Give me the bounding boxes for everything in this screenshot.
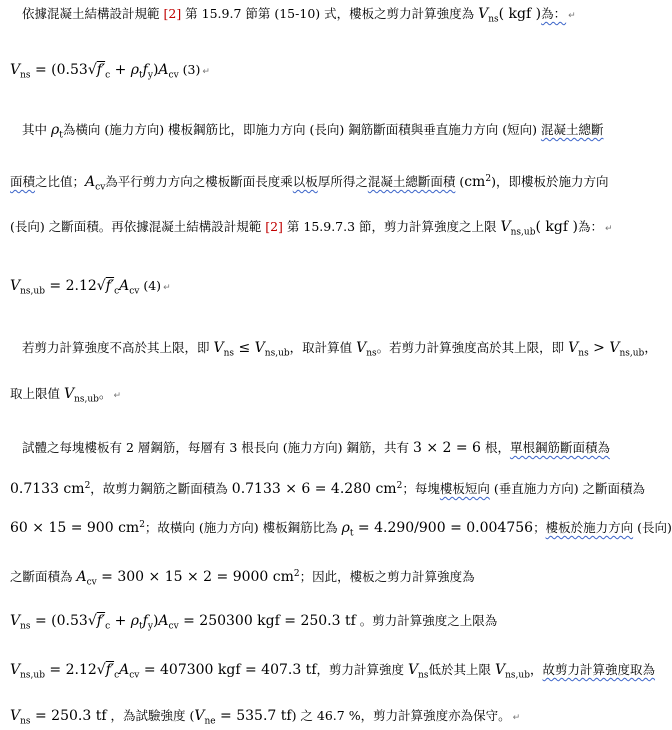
- text-run: (垂直施力方向) 之斷面積為: [489, 481, 646, 497]
- math-token: ρ: [50, 122, 60, 138]
- math-token: = 535.7 tf: [215, 708, 292, 724]
- text-run: 。若剪力計算強度高於其上限，即: [376, 340, 569, 355]
- math-token: A: [119, 662, 130, 678]
- math-token: ns: [488, 14, 499, 25]
- math-token: A: [76, 569, 87, 586]
- math-token: V: [10, 662, 21, 678]
- math-token: t: [139, 70, 143, 81]
- math-token: 2: [485, 174, 492, 184]
- math-token: y: [147, 70, 153, 81]
- math-token: ns,ub: [264, 348, 290, 359]
- math-token: ns: [418, 670, 429, 681]
- math-token: A: [158, 613, 169, 629]
- math-token: = 407300 kgf = 407.3 tf: [139, 662, 317, 678]
- text-run: 樓板短向: [439, 481, 490, 497]
- math-token: A: [158, 62, 169, 78]
- math-token: ): [152, 62, 159, 78]
- math-token: V: [213, 340, 224, 356]
- math-token: ns: [223, 348, 235, 359]
- text-run: )，即樓板於施力方向: [491, 174, 609, 190]
- math-token: ( kgf ): [498, 6, 542, 22]
- text-run: 其中: [22, 122, 51, 137]
- math-token: A: [119, 278, 130, 294]
- text-line-l1: [22, 6, 576, 28]
- text-line-l12: [10, 566, 475, 591]
- math-token: ): [152, 613, 159, 629]
- text-line-l15: [10, 708, 520, 730]
- text-run: [2]: [163, 6, 182, 21]
- text-run: 厚所得之: [317, 174, 368, 190]
- text-line-l5: [10, 219, 613, 241]
- math-token: ρ: [130, 62, 140, 78]
- math-token: cv: [168, 70, 179, 81]
- math-token: cv: [86, 577, 97, 588]
- math-token: f′: [96, 62, 106, 78]
- math-token: 2: [139, 520, 145, 530]
- math-token: 0.7133 × 6 = 4.280 cm: [231, 481, 397, 498]
- text-line-l10: [10, 478, 645, 497]
- text-run: 。剪力計算強度之上限為: [355, 613, 498, 628]
- text-run: (長向) 之斷面積。再依據混凝土結構設計規範: [10, 219, 266, 234]
- math-token: V: [500, 219, 511, 235]
- text-run: (: [455, 174, 465, 190]
- text-run: ；因此，樓板之剪力計算強度為: [299, 569, 475, 585]
- math-token: ( kgf ): [535, 219, 578, 235]
- text-run: 為：: [541, 6, 567, 21]
- math-token: c: [105, 621, 111, 632]
- math-token: V: [10, 62, 21, 78]
- text-run: 依據混凝土結構設計規範: [22, 6, 164, 21]
- math-token: ns,ub: [20, 670, 45, 681]
- text-run: 試體之每塊樓板有 2 層鋼筋，每層有 3 根長向 (施力方向) 鋼筋，共有: [22, 440, 413, 455]
- math-token: 0.7133 cm: [10, 481, 85, 498]
- text-line-l11: [10, 517, 672, 542]
- math-token: V: [478, 6, 489, 22]
- text-line-l4: [10, 171, 608, 196]
- math-token: ns,ub: [505, 670, 530, 681]
- math-token: y: [147, 621, 153, 632]
- math-token: V: [254, 340, 265, 356]
- math-token: = (0.53: [30, 62, 88, 78]
- math-token: = 250.3 tf: [30, 708, 107, 724]
- text-run: 為：: [577, 219, 603, 234]
- text-line-l9: [22, 440, 610, 456]
- text-line-l8: [10, 386, 121, 408]
- paragraph-mark-icon: ↵: [202, 67, 210, 77]
- text-run: ，故剪力鋼筋之斷面積為: [90, 481, 232, 497]
- math-token: = 2.12: [44, 278, 97, 294]
- text-run: ；: [533, 520, 546, 536]
- math-token: +: [110, 613, 131, 629]
- math-token: V: [63, 386, 75, 402]
- math-token: ns: [20, 716, 31, 727]
- math-token: V: [609, 340, 620, 356]
- math-token: V: [568, 340, 579, 356]
- text-run: 低於其上限: [428, 662, 496, 677]
- math-token: cm: [464, 174, 486, 191]
- math-token: ns,ub: [510, 227, 536, 238]
- math-token: ns: [20, 70, 31, 81]
- math-token: ns,ub: [74, 394, 99, 405]
- text-run: ，剪力計算強度: [316, 662, 408, 677]
- text-run: 混凝土總斷: [540, 122, 604, 137]
- math-token: √: [96, 662, 106, 678]
- math-token: ≤: [234, 340, 255, 356]
- math-token: = 250300 kgf = 250.3 tf: [178, 613, 356, 629]
- math-token: ρ: [130, 613, 140, 629]
- paragraph-mark-icon: ↵: [113, 391, 122, 401]
- text-line-eq3: [10, 62, 210, 84]
- math-token: V: [10, 708, 21, 724]
- text-run: 若剪力計算強度不高於其上限，即: [22, 340, 214, 355]
- text-run: 第 15.9.7 節第 (15-10) 式，樓板之剪力計算強度為: [181, 6, 479, 21]
- paragraph-mark-icon: ↵: [163, 283, 171, 293]
- math-token: ns,ub: [619, 348, 645, 359]
- math-token: f: [142, 613, 148, 629]
- math-token: f: [142, 62, 148, 78]
- math-token: ρ: [341, 520, 350, 537]
- text-run: ，取計算值: [289, 340, 357, 355]
- text-run: ，: [529, 662, 543, 677]
- math-token: ns: [20, 621, 31, 632]
- text-line-l14: [10, 662, 655, 684]
- text-run: 故剪力計算強度取為: [542, 662, 656, 677]
- math-token: t: [59, 130, 63, 141]
- math-token: A: [85, 174, 96, 191]
- math-token: cv: [95, 182, 106, 193]
- math-token: 3 × 2 = 6: [412, 440, 481, 456]
- math-token: cv: [129, 286, 140, 297]
- math-token: cv: [168, 621, 179, 632]
- text-run: ；故橫向 (施力方向) 樓板鋼筋比為: [144, 520, 342, 536]
- math-token: ns: [366, 348, 377, 359]
- text-run: 為平行剪力方向之樓板斷面長度乘: [105, 174, 293, 190]
- text-run: 為橫向 (施力方向) 樓板鋼筋比，即施力方向 (長向) 鋼筋斷面積與垂直施力方向 (短向): [62, 122, 541, 137]
- math-token: = 2.12: [44, 662, 97, 678]
- math-token: V: [10, 613, 21, 629]
- text-run: [2]: [265, 219, 283, 234]
- math-token: f′: [96, 613, 106, 629]
- math-token: 2: [396, 481, 403, 491]
- text-run: (長向): [633, 520, 672, 536]
- math-token: ne: [204, 716, 216, 727]
- text-line-l13: [10, 613, 497, 635]
- math-token: V: [10, 278, 21, 294]
- text-line-l7: [22, 340, 657, 362]
- text-run: ，為試驗強度 (: [106, 708, 195, 723]
- text-run: ，: [644, 340, 657, 355]
- text-run: 。: [98, 386, 112, 401]
- text-run: ；每塊: [402, 481, 440, 497]
- text-run: 之比值；: [35, 174, 86, 190]
- text-run: 單根鋼筋斷面積為: [509, 440, 610, 455]
- math-token: V: [407, 662, 419, 678]
- text-run: 混凝土總斷面積: [367, 174, 456, 190]
- math-token: cv: [129, 670, 140, 681]
- math-token: = (0.53: [30, 613, 88, 629]
- math-token: f′: [105, 662, 115, 678]
- math-token: √: [96, 278, 106, 294]
- text-run: ) 之 46.7 %，剪力計算強度亦為保守。: [291, 708, 511, 723]
- math-token: +: [110, 62, 131, 78]
- math-token: √: [87, 62, 97, 78]
- math-token: √: [87, 613, 97, 629]
- math-token: 60 × 15 = 900 cm: [10, 520, 140, 537]
- text-line-eq4: [10, 278, 171, 300]
- text-run: 根，: [480, 440, 510, 455]
- text-line-l3: [22, 122, 603, 144]
- math-token: ns,ub: [20, 286, 45, 297]
- text-run: 樓板於施力方向: [545, 520, 634, 536]
- paragraph-mark-icon: ↵: [512, 713, 521, 723]
- text-run: 取上限值: [10, 386, 64, 401]
- paragraph-mark-icon: ↵: [604, 224, 613, 234]
- math-token: V: [356, 340, 367, 356]
- text-run: 之斷面積為: [10, 569, 77, 585]
- paragraph-mark-icon: ↵: [568, 11, 576, 21]
- math-token: = 4.290/900 = 0.004756: [353, 520, 534, 537]
- math-token: c: [114, 286, 120, 297]
- math-token: ns: [578, 348, 589, 359]
- math-token: t: [139, 621, 143, 632]
- math-token: >: [588, 340, 610, 356]
- text-run: 以板: [292, 174, 318, 190]
- text-run: 面積: [10, 174, 36, 190]
- math-token: V: [194, 708, 205, 724]
- math-token: V: [495, 662, 506, 678]
- math-token: 2: [84, 481, 91, 491]
- text-run: 第 15.9.7.3 節，剪力計算強度之上限: [282, 219, 501, 234]
- text-run: (4): [139, 278, 162, 293]
- math-token: c: [114, 670, 120, 681]
- math-token: t: [349, 528, 354, 539]
- math-token: = 300 × 15 × 2 = 9000 cm: [96, 569, 294, 586]
- math-token: f′: [105, 278, 115, 294]
- math-token: 2: [293, 569, 300, 579]
- text-run: (3): [178, 62, 201, 77]
- math-token: c: [105, 70, 111, 81]
